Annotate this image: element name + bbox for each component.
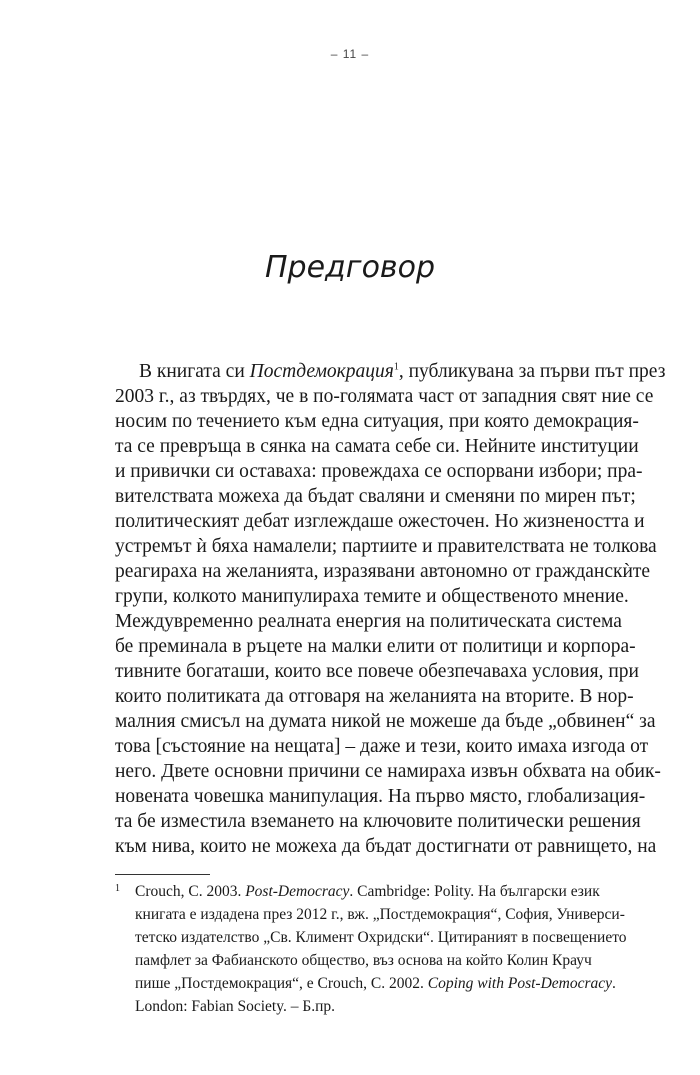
book-title-italic: Постдемокрация — [249, 361, 394, 382]
body-line-text: В книгата си — [139, 361, 250, 382]
footnote-italic-title: Coping with Post-Democracy — [427, 975, 613, 992]
body-line: 2003 г., аз твърдях, че в по-голямата част от западния свят ние се — [115, 386, 654, 407]
footnote-line-text: Crouch, C. 2003. — [135, 883, 246, 900]
chapter-title: Предговор — [265, 250, 435, 285]
body-line — [115, 359, 666, 384]
body-line: носим по течението към една ситуация, при която демокрация- — [115, 411, 639, 432]
body-line: и привички си оставаха: провеждаха се оспорвани избори; пра- — [115, 461, 643, 482]
footnote-line: памфлет за Фабианското общество, въз основа на който Колин Крауч — [135, 952, 592, 969]
footnote-line — [115, 880, 600, 903]
footnote-line: книгата е издадена през 2012 г., вж. „Постдемокрация“, София, Универси- — [135, 906, 625, 923]
footnote-line: London: Fabian Society. – Б.пр. — [135, 998, 336, 1015]
footnote-line-text: . — [612, 975, 616, 992]
body-paragraph — [115, 359, 666, 859]
footnote-divider — [115, 874, 210, 875]
body-line: тивните богаташи, които все повече обезпечаваха условия, при — [115, 661, 639, 682]
body-line: вителствата можеха да бъдат сваляни и сменяни по мирен път; — [115, 486, 636, 507]
body-line: политическият дебат изглеждаше ожесточен. Но жизнеността и — [115, 511, 645, 532]
footnote-line: тетско издателство „Св. Климент Охридски“. Цитираният в посвещението — [135, 929, 627, 946]
body-line: към нива, които не можеха да бъдат достигнати от равнището, на — [115, 836, 657, 857]
footnote-marker: 1 — [115, 883, 120, 894]
footnote-italic-title: Post-Democracy — [245, 883, 350, 900]
body-line: та бе изместила вземането на ключовите политически решения — [115, 811, 641, 832]
footnote-reference[interactable]: 1 — [393, 361, 399, 373]
body-line: реагираха на желанията, изразявани автономно от гражданскѝте — [115, 561, 651, 582]
body-line: бе преминала в ръцете на малки елити от политици и корпора- — [115, 636, 636, 657]
body-line: новената човешка манипулация. На първо място, глобализация- — [115, 786, 646, 807]
body-line: които политиката да отговаря на желанията на вторите. В нор- — [115, 686, 634, 707]
footnote — [115, 880, 627, 1018]
body-line: малния смисъл на думата никой не можеше да бъде „обвинен“ за — [115, 711, 656, 732]
page-number: – 11 – — [330, 47, 370, 61]
footnote-line-text: пише „Постдемокрация“, е Crouch, C. 2002. — [135, 975, 428, 992]
body-line: Междувременно реалната енергия на политическата система — [115, 611, 622, 632]
footnote-line-text: . Cambridge: Polity. На български език — [349, 883, 600, 900]
body-line: това [състояние на нещата] – даже и тези, които имаха изгода от — [115, 736, 649, 757]
body-line: него. Двете основни причини се намираха извън обхвата на обик- — [115, 761, 661, 782]
body-line-text: , публикувана за първи път през — [398, 361, 666, 382]
body-line: та се превръща в сянка на самата себе си. Нейните институции — [115, 436, 639, 457]
body-line: устремът ѝ бяха намалели; партиите и правителствата не толкова — [115, 536, 657, 557]
footnote-line — [115, 972, 616, 995]
body-line: групи, колкото манипулираха темите и общественото мнение. — [115, 586, 629, 607]
